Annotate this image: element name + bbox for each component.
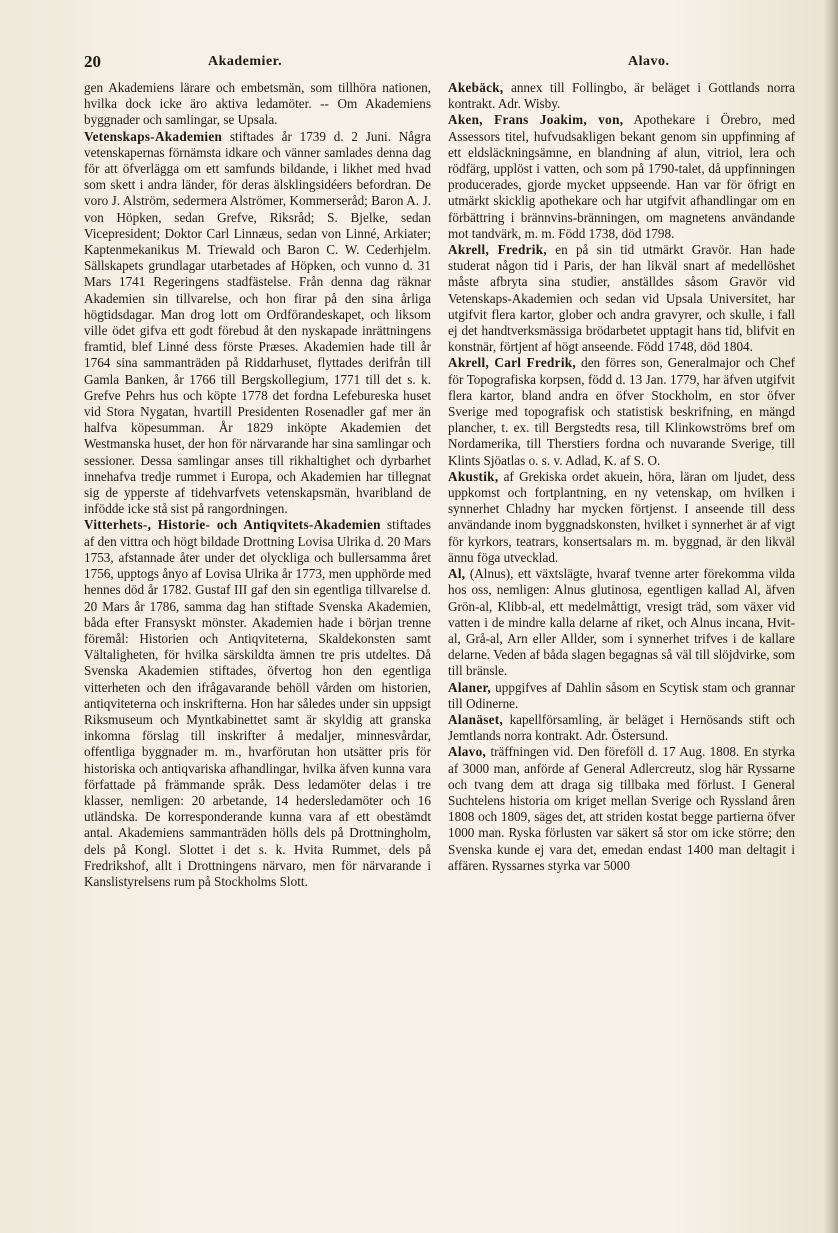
entry-text: kapellförsamling, är beläget i Hernösands stift och Jemtlands norra kontrakt. Adr. Östersund. bbox=[448, 711, 795, 744]
entry-headword: Akebäck, bbox=[448, 80, 504, 95]
entry-text: den förres son, Generalmajor och Chef för Topografiska korpsen, född d. 13 Jan. 1779, har äfven utgifvit flera kartor, bland andra en öfver Stockholm, en stor öfver Sverige med topografisk och statistisk beskrifning, en mängd plancher, t. ex. till Bergstedts resa, till Klinkowströms bref om Nordamerika, till Therstiers fordna och nuvarande Sverige, till Klints Sjöatlas o. s. v. Adlad, K. af S. O. bbox=[448, 355, 795, 468]
entry-headword: Aken, Frans Joakim, von, bbox=[448, 112, 624, 128]
page-edge-shadow bbox=[824, 0, 838, 1233]
entry-headword: Alanäset, bbox=[448, 711, 504, 727]
entry-paragraph bbox=[448, 112, 795, 242]
entry-text: träffningen vid. Den föreföll d. 17 Aug. 1808. En styrka af 3000 man, anförde af General Adlercreutz, slog här Ryssarne och tvang dem att draga sig tillbaka med förlust. I General Suchtelens historia om kriget mellan Sverige och Ryssland åren 1808 och 1809, säges det, att striden kostat begge partierna öfver 1000 man. Ryska förlusten var säkert så stor om icke större; den Svenska kunde ej vara det, emedan endast 1400 man deltagit i affären. Ryssarnes styrka var 5000 bbox=[448, 744, 795, 873]
entry-text: stiftades af den vittra och högt bildade Drottning Lovisa Ulrika d. 20 Mars 1753, afstannade åter under det olyckliga och bullersamma året 1756, upptogs ånyo af Lovisa Ulrika år 1773, men upphörde med hennes död år 1782. Gustaf III gaf den sin egentliga tillvarelse d. 20 Mars år 1786, samma dag han stiftade Svenska Akademien, båda efter Fransyskt mönster. Akademien hade i början trenne föremål: Historien och Antiqviteterna, Skaldekonsten samt Vältaligheten, för hvilka särskildta ämnen tre pris utdeltes. Då Svenska Akademien stiftades, öfvertog hon den egentliga vitterheten och den ifrågavarande behöll vården om historien, antiqviteterna och inskrifterna. Hon har således under sin uppsigt Riksmuseum och Myntkabinettet samt är skyldig att granska inkomna förslag till inskrifter å medaljer, minnesvårdar, offentliga byggnader m. m., hvarförutan hon utsätter pris för historiska och antiqvariska afhandlingar, hvilka äfven kunna vara författade på främmande språk. Dess ledamöter delas i tre klasser, nemligen: 20 arbetande, 14 hedersledamöter och 16 utländska. De korresponderande kunna vara af ett obestämdt antal. Akademiens sammanträden hölls dels på Drottningholm, dels på Kongl. Slottet i det s. k. Hvita Rummet, dels på Fredrikshof, allt i Drottningens närvaro, men för närvarande i Kanslistyrelsens rum på Stockholms Slott. bbox=[84, 517, 431, 889]
right-column bbox=[448, 80, 795, 874]
entry-headword: Akustik, bbox=[448, 468, 499, 484]
entry-text: stiftades år 1739 d. 2 Juni. Några vetenskapernas förnämsta idkare och vänner samlades denna dag för att öfverlägga om ett samfunds bildande, i likhet med hvad som skett i andra länder, för deras älsklingsidéers befordran. De voro J. Alström, sedermera Alströmer, Kommerseråd; Baron A. J. von Höpken, sedan Grefve, Riksråd; S. Bjelke, sedan Vicepresident; Doktor Carl Linnæus, sedan von Linné, Arkiater; Kaptenmekanikus M. Triewald och Baron C. W. Cederhjelm. Sällskapets grundlagar utarbetades af Höpken, och vunno d. 31 Mars 1741 Regeringens stadfästelse. Från denna dag räknar Akademien sin tillvarelse, och hon firar på den sina årliga högtidsdagar. Man drog lott om Ordförandeskapet, och liksom ville ödet gifva ett godt förebud åt den nyskapade inrättningens framtid, blef Linné dess förste Præses. Akademien hade till år 1764 sina sammanträden på Riddarhuset, flyttades derifrån till Gamla Banken, år 1766 till Bergskollegium, 1771 till det s. k. Grefve Pehrs hus och köpte 1778 det fordna Lefebureska huset vid Stora Nygatan, hvartill Presidenten Rosenadler gaf mer än halfva köpesumman. År 1829 inköpte Akademien det Westmanska huset, der hon för närvarande har sina samlingar och sessioner. Dessa samlingar anses till rikhaltighet och dyrbarhet innehafva tredje rummet i Europa, och Akademien har tillegnat sig de ypperste af tidehvarfvets vetenskapsmän, hvaribland de infödde icke stå sist på rangordningen. bbox=[84, 128, 431, 517]
entry-headword: Akrell, Fredrik, bbox=[448, 242, 548, 258]
entry-paragraph bbox=[448, 355, 795, 468]
entry-text: en på sin tid utmärkt Gravör. Han hade studerat någon tid i Paris, der han likväl snart af medellöshet måste afbryta sina studier, anställdes såsom Gravör vid Vetenskaps-Akademien och sedan vid Upsala Universitet, har utgifvit flera kartor, glober och andra gravyrer, och skulle, i fall ej det handtverksmässiga brödarbetet upptagit hans tid, blifvit en konstnär, förtjent af högt anseende. Född 1748, död 1804. bbox=[448, 242, 795, 355]
running-head-right: Alavo. bbox=[628, 54, 670, 69]
page-number: 20 bbox=[84, 52, 101, 71]
entry-paragraph bbox=[448, 80, 795, 112]
running-head-left: Akademier. bbox=[208, 54, 283, 69]
entry-headword: Alavo, bbox=[448, 744, 487, 760]
left-column bbox=[84, 80, 431, 890]
entry-paragraph bbox=[448, 744, 795, 874]
entry-paragraph bbox=[448, 469, 795, 566]
entry-paragraph bbox=[448, 242, 795, 355]
entry-paragraph bbox=[448, 566, 795, 679]
entry-paragraph bbox=[448, 680, 795, 712]
entry-text: af Grekiska ordet akuein, höra, läran om ljudet, dess uppkomst och fortplantning, en ny vetenskap, om hvilken i synnerhet Chladny har mycken förtjenst. I anseende till dess användande inom byggnadskonsten, hvilket i synnerhet är af vigt för kyrkors, teatrars, konsertsalars m. m. byggnad, är den likväl ännu föga utvecklad. bbox=[448, 468, 795, 565]
entry-text: Apothekare i Örebro, med Assessors titel, hufvudsakligen bekant genom sin uppfinning af ett eldsläckningsämne, en blandning af alun, vitriol, lera och rödfärg, upplöst i vatten, och som på 1790-talet, då uppfinningen producerades, gjorde mycket uppseende. Han var för öfrigt en utmärkt skicklig apothekare och har utgifvit afhandlingar om en förbättring i brännvins-bränningen, om magnetens användande mot tandvärk, m. m. Född 1738, död 1798. bbox=[448, 112, 795, 241]
page-header bbox=[84, 52, 796, 76]
entry-headword: Vetenskaps-Akademien bbox=[84, 128, 223, 144]
entry-text: uppgifves af Dahlin såsom en Scytisk stam och grannar till Odinerne. bbox=[448, 679, 795, 711]
entry-headword: Vitterhets-, Historie- och Antiqvitets-Akademien bbox=[84, 517, 381, 533]
entry-text: annex till Follingbo, är beläget i Gottlands norra kontrakt. Adr. Wisby. bbox=[448, 80, 795, 112]
entry-headword: Al, bbox=[448, 566, 466, 582]
entry-paragraph bbox=[448, 712, 795, 744]
entry-paragraph bbox=[84, 517, 431, 890]
entry-paragraph bbox=[84, 129, 431, 518]
entry-text: gen Akademiens lärare och embetsmän, som tillhöra nationen, hvilka dock icke äro aktiva ledamöter. -- Om Akademiens byggnader och samlingar, se Upsala. bbox=[84, 80, 431, 128]
entry-text: (Alnus), ett växtslägte, hvaraf tvenne arter förekomma vilda hos oss, nemligen: Alnus glutinosa, egentligen kallad Al, äfven Grön-al, Klibb-al, ett medelmåttigt, vresigt träd, som växer vid vatten i de mindre kalla delarne af riket, och Alnus incana, Hvit-al, Grå-al, Arn eller Allder, som i synnerhet trifves i de kallare delarne. Veden af båda slagen begagnas så väl till slöjdvirke, som till bränsle. bbox=[448, 566, 795, 679]
entry-headword: Alaner, bbox=[448, 679, 492, 695]
entry-headword: Akrell, Carl Fredrik, bbox=[448, 355, 577, 371]
entry-paragraph bbox=[84, 80, 431, 129]
